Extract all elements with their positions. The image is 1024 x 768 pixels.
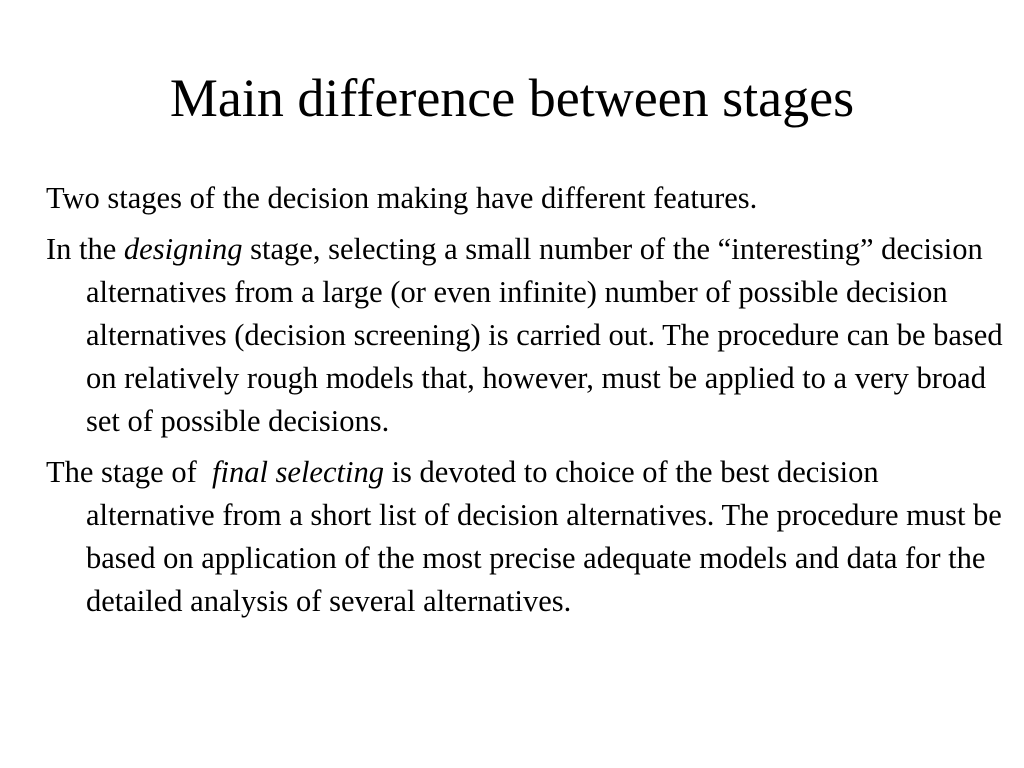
paragraph-final-after: is devoted to choice of the best decision alternative from a short list of decision alternatives. The procedure must be based on application of the most precise adequate models and data for the detailed analysis of several alternatives. [86, 455, 1002, 618]
paragraph-intro [46, 177, 1006, 220]
paragraph-designing-after: stage, selecting a small number of the “interesting” decision alternatives from a large (or even infinite) number of possible decision alternatives (decision screening) is carried out. The procedure can be based on relatively rough models that, however, must be applied to a very broad set of possible decisions. [86, 232, 1003, 438]
paragraph-final-before: The stage of [46, 455, 212, 489]
slide-body [46, 177, 1006, 631]
term-final-selecting: final selecting [212, 455, 384, 489]
paragraph-final-selecting-stage [46, 451, 1006, 623]
term-designing: designing [123, 232, 243, 266]
paragraph-designing-stage [46, 228, 1006, 443]
slide-title: Main difference between stages [169, 68, 855, 128]
paragraph-intro-text: Two stages of the decision making have different features. [46, 181, 758, 215]
paragraph-designing-before: In the [46, 232, 124, 266]
